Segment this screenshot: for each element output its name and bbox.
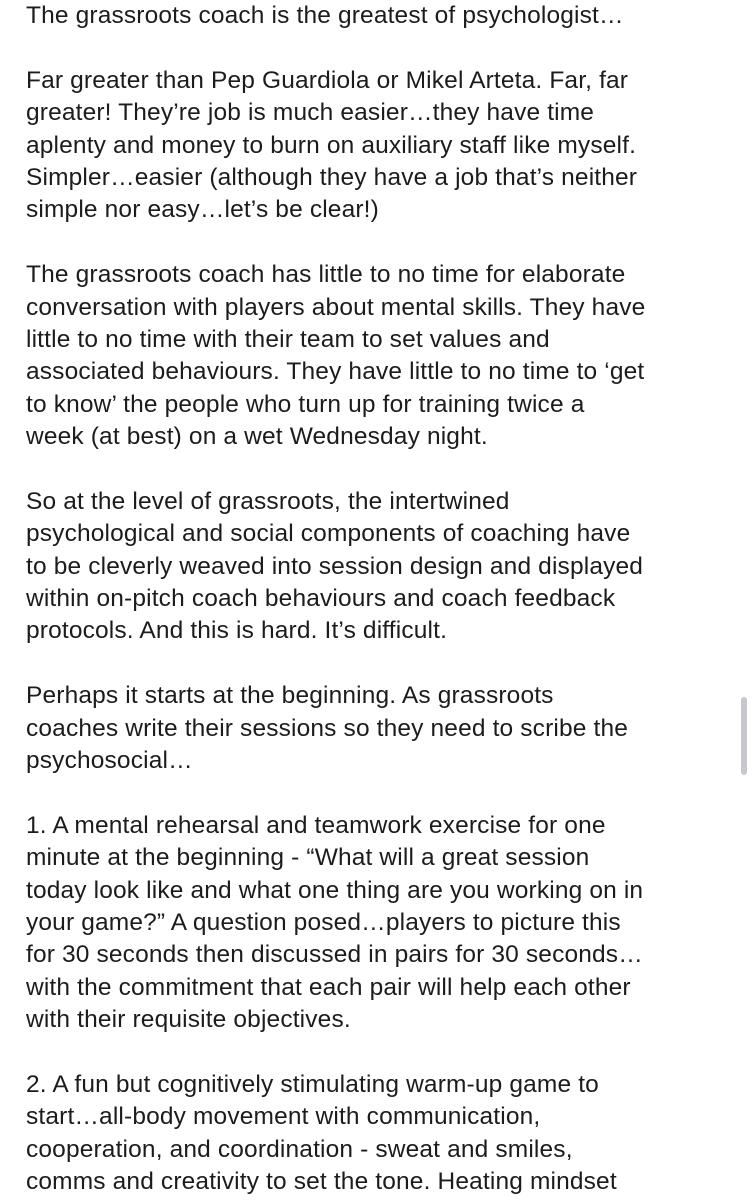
- text-line: to be cleverly weaved into session design and displayed: [26, 552, 644, 580]
- paragraph-gap: [26, 777, 748, 809]
- paragraph: [26, 0, 748, 32]
- text-line: within on-pitch coach behaviours and coach feedback: [26, 585, 616, 613]
- paragraph: [26, 1069, 748, 1199]
- text-line: greater! They’re job is much easier…they have time: [26, 99, 595, 127]
- paragraph: [26, 810, 748, 1037]
- paragraph: [26, 65, 748, 227]
- text-line: with their requisite objectives.: [26, 1006, 351, 1034]
- text-line: So at the level of grassroots, the intertwined: [26, 487, 510, 515]
- text-line: Simpler…easier (although they have a job that’s neither: [26, 163, 638, 191]
- text-line: conversation with players about mental skills. They have: [26, 293, 646, 321]
- text-line: start…all-body movement with communication,: [26, 1103, 541, 1131]
- paragraph: [26, 259, 748, 453]
- text-line: psychological and social components of coaching have: [26, 520, 631, 548]
- paragraph: [26, 486, 748, 648]
- text-line: psychosocial…: [26, 746, 193, 774]
- text-line: protocols. And this is hard. It’s difficult.: [26, 617, 448, 645]
- text-line: with the commitment that each pair will help each other: [26, 973, 631, 1001]
- text-line: cooperation, and coordination - sweat and smiles,: [26, 1135, 573, 1163]
- text-line: to know’ the people who turn up for training twice a: [26, 390, 585, 418]
- paragraph-gap: [26, 32, 748, 64]
- text-line: little to no time with their team to set values and: [26, 325, 550, 353]
- paragraph-gap: [26, 227, 748, 259]
- paragraph-gap: [26, 1037, 748, 1069]
- paragraph-gap: [26, 453, 748, 485]
- text-line: Perhaps it starts at the beginning. As grassroots: [26, 682, 554, 710]
- text-line: minute at the beginning - “What will a great session: [26, 844, 590, 872]
- text-line: for 30 seconds then discussed in pairs for 30 seconds…: [26, 941, 643, 969]
- text-line: Far greater than Pep Guardiola or Mikel Arteta. Far, far: [26, 66, 629, 94]
- text-line: 2. A fun but cognitively stimulating warm-up game to: [26, 1070, 599, 1098]
- text-line: simple nor easy…let’s be clear!): [26, 196, 379, 224]
- text-line: coaches write their sessions so they need to scribe the: [26, 714, 629, 742]
- scrollbar[interactable]: [741, 697, 747, 775]
- text-line: aplenty and money to burn on auxiliary staff like myself.: [26, 131, 637, 159]
- text-line: week (at best) on a wet Wednesday night.: [26, 423, 488, 451]
- text-line: The grassroots coach has little to no time for elaborate: [26, 261, 626, 289]
- paragraph-gap: [26, 648, 748, 680]
- paragraph: [26, 680, 748, 777]
- text-line: your game?” A question posed…players to picture this: [26, 908, 621, 936]
- text-line: comms and creativity to set the tone. Heating mindset: [26, 1168, 617, 1196]
- text-line: The grassroots coach is the greatest of psychologist…: [26, 2, 624, 29]
- document-body: [26, 0, 748, 1198]
- text-line: associated behaviours. They have little to no time to ‘get: [26, 358, 645, 386]
- text-line: 1. A mental rehearsal and teamwork exercise for one: [26, 811, 606, 839]
- text-line: today look like and what one thing are you working on in: [26, 876, 644, 904]
